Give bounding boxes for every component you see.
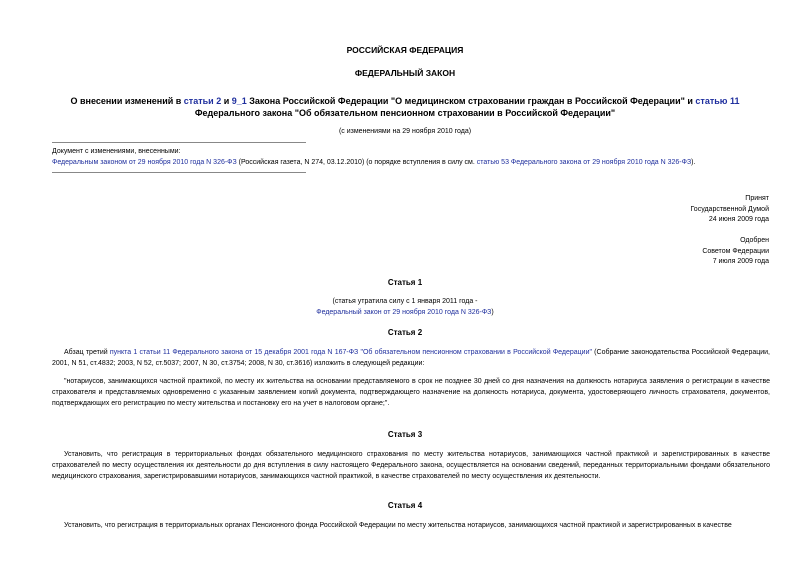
approved-date: 7 июля 2009 года [712,258,769,265]
approved-body: Советом Федерации [702,247,769,255]
article-1-note [40,297,770,319]
edition-note: (с изменениями на 29 ноября 2010 года) [338,128,472,135]
law-title [40,96,770,119]
divider-bottom [52,172,306,173]
article-11-link[interactable]: статью 11 [695,96,740,106]
article-2-heading: Статья 2 [387,328,423,337]
amending-law-link[interactable]: Федеральным законом от 29 ноября 2010 года N 326-ФЗ [52,159,237,167]
accepted-date: 24 июня 2009 года [708,216,769,223]
article-1-note-text: (статья утратила силу с 1 января 2011 года - [332,298,478,305]
article-2-lead: Абзац третий [64,349,110,356]
article-4-heading: Статья 4 [387,501,423,510]
article-4-paragraph: Установить, что регистрация в территориальных органах Пенсионного фонда Российской Федерации по месту жительства нотариусов, занимающихся частной практикой и зарегистрированных в качестве [64,522,732,529]
approved-label: Одобрен [740,237,769,244]
changes-block [52,142,770,173]
law-title-text: Федерального закона "Об обязательном пенсионном страховании в Российской Федерации" [194,107,616,118]
article-1-note-source [40,308,770,319]
article-3-paragraph: Установить, что регистрация в территориальных фондах обязательного медицинского страхования по месту жительства нотариусов, занимающихся частной практикой и зарегистрированных в качестве страхователей по месту осуществления их деятельности до дня вступления в силу настоящего Федерального закона, осуществляется на основании сведений, переданных территориальными фондами обязательного медицинского страхования, зарегистрировавшими нотариусов, занимающихся частной практикой, в качестве страхователей по месту осуществления их деятельности. [52,451,770,481]
accepted-body: Государственной Думой [690,205,769,213]
changes-close-text: ). [691,159,696,167]
article-2-source: (Собрание законодательства Российской Федерации, 2001, N 51, ст.4832; 2003, N 52, ст.5037; 2007, N 30, ст.3754; 2008, N 30, ст.3616) изложить в следующей редакции: [52,349,771,368]
article-3-heading: Статья 3 [387,430,423,439]
document-type-heading: ФЕДЕРАЛЬНЫЙ ЗАКОН [354,68,456,78]
repealing-law-link[interactable]: Федеральный закон от 29 ноября 2010 года N 326-ФЗ [316,308,492,316]
accepted-label: Принят [745,195,769,202]
article-2-quote: "нотариусов, занимающихся частной практикой, по месту их жительства на основании представляемого в срок не позднее 30 дней со дня назначения на должность нотариуса заявления о регистрации в качестве страхователя и представляемых одновременно с указанным заявлением копий документа, подтверждающего назначение на должность нотариуса, документа, удостоверяющего личность страхователя, документов, подтверждающих его регистрацию по месту жительства и постановку его на учет в налоговом органе;". [52,378,770,408]
changes-text [52,158,770,168]
law-title-text: Закона Российской Федерации "О медицинском страховании граждан в Российской Федерации" и [246,96,696,106]
article-1-note-close: ) [491,308,494,316]
changes-source-text: (Российская газета, N 274, 03.12.2010) (о порядке вступления в силу см. [236,159,477,167]
article-9-1-link[interactable]: 9_1 [231,96,247,106]
country-heading: РОССИЙСКАЯ ФЕДЕРАЦИЯ [346,45,464,55]
article-1-heading: Статья 1 [387,278,423,287]
article-53-link[interactable]: статью 53 Федерального закона от 29 ноября 2010 года N 326-ФЗ [476,159,692,167]
approved-block [702,236,769,268]
article-2-paragraph [52,347,770,369]
law-title-text: О внесении изменений в [70,96,184,106]
pension-law-link[interactable]: пункта 1 статьи 11 Федерального закона от 15 декабря 2001 года N 167-ФЗ "Об обязательном пенсионном страховании в Российской Федерации" [109,349,592,356]
divider-top [52,142,306,143]
law-title-text: и [221,96,232,106]
accepted-block [690,194,769,226]
article-2-link[interactable]: статьи 2 [183,96,222,106]
changes-label: Документ с изменениями, внесенными: [52,148,181,155]
